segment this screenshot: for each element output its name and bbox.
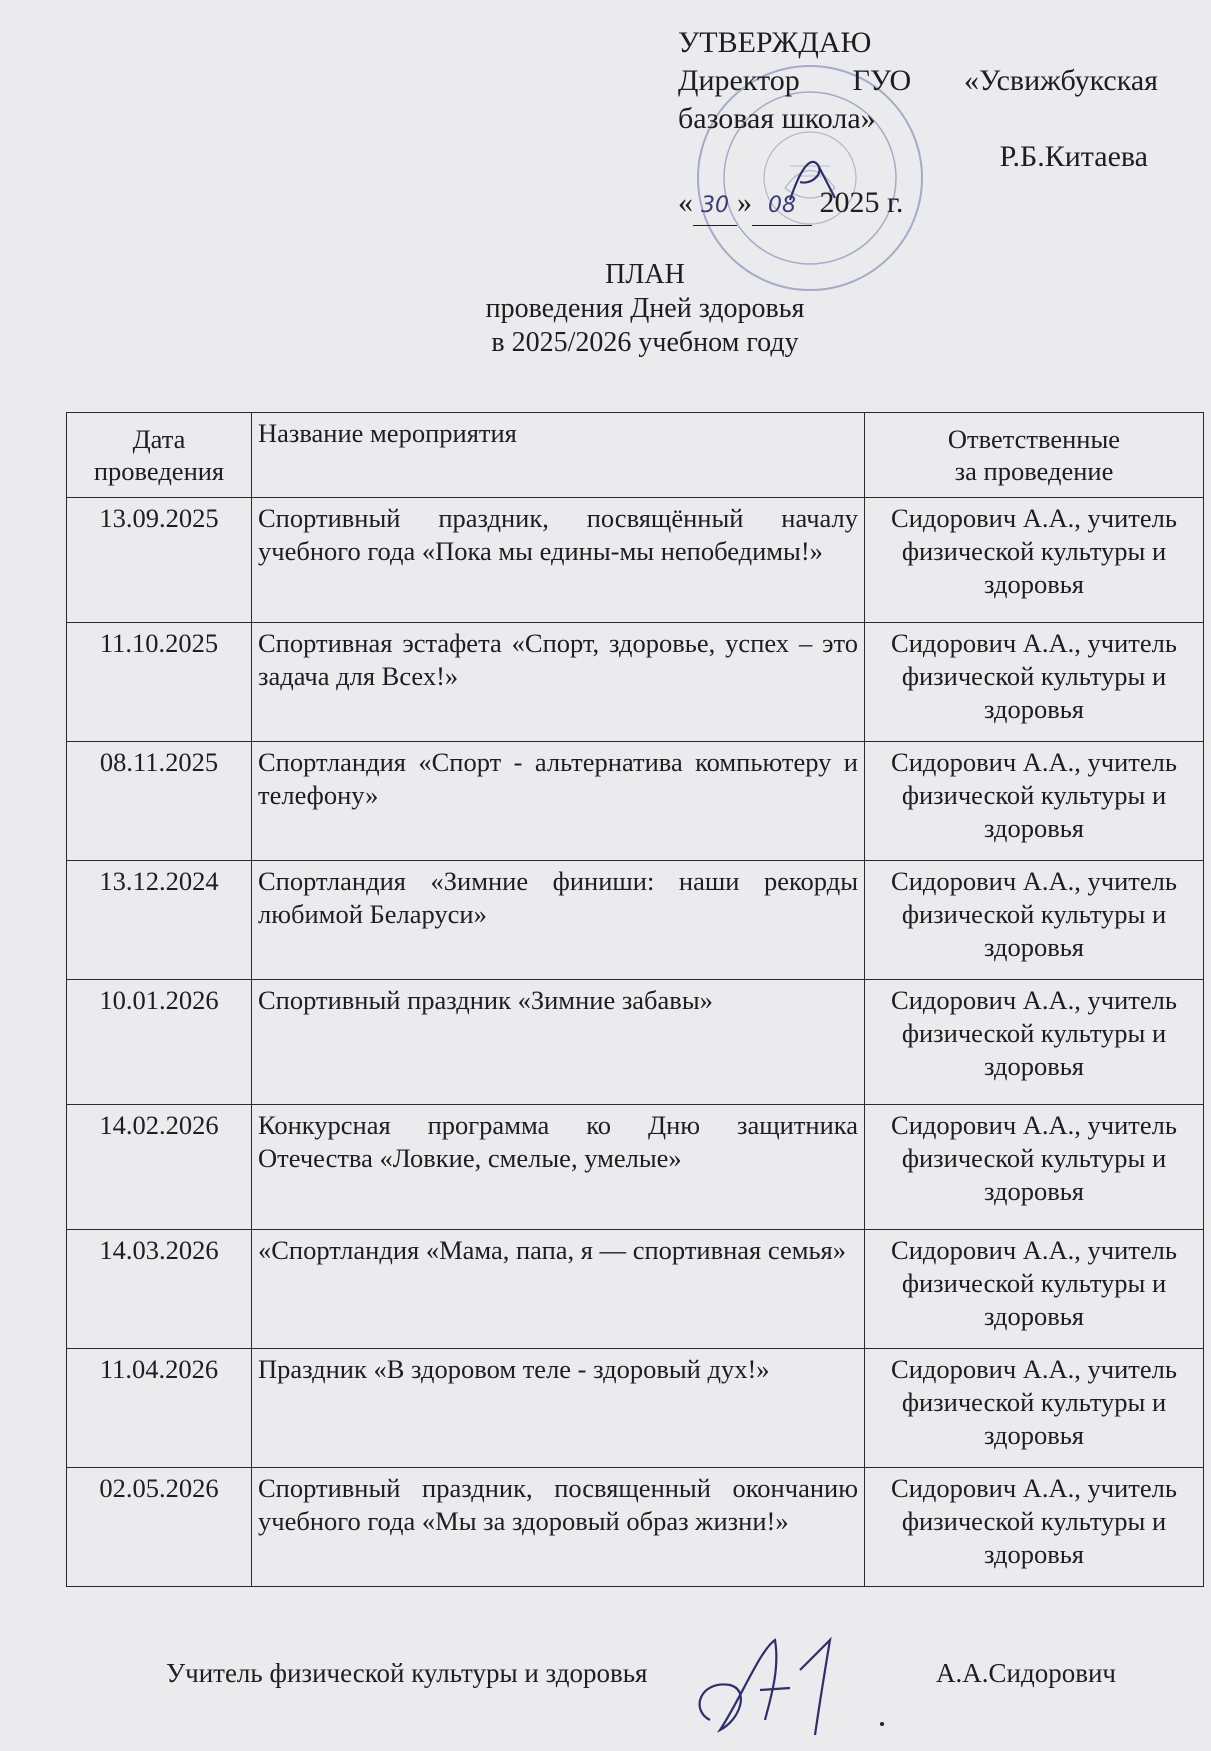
heading-subtitle: проведения Дней здоровья [485,293,805,324]
header-name: Название мероприятия [252,413,865,498]
document-heading [0,258,1211,360]
table-header-row [67,413,1204,498]
footer-name: А.А.Сидорович [936,1658,1116,1688]
cell-responsible: Сидорович А.А., учитель физической культуры и здоровья [865,742,1204,861]
cell-responsible: Сидорович А.А., учитель физической культуры и здоровья [865,1468,1204,1587]
cell-responsible: Сидорович А.А., учитель физической культуры и здоровья [865,623,1204,742]
approval-block [678,24,1158,226]
cell-date: 13.09.2025 [67,498,252,623]
cell-date: 02.05.2026 [67,1468,252,1587]
plan-table [66,412,1204,1587]
table-row [67,623,1204,742]
cell-event: Спортивный праздник «Зимние забавы» [252,980,865,1105]
table-row [67,1468,1204,1587]
director-name: Р.Б.Китаева [999,140,1148,173]
approval-month: 08 [752,187,812,226]
cell-date: 13.12.2024 [67,861,252,980]
header-date-line2: проведения [93,456,225,486]
approval-date [678,184,1158,226]
table-row [67,498,1204,623]
header-date-line1: Дата [132,424,186,454]
cell-date: 10.01.2026 [67,980,252,1105]
org-label: ГУО [852,64,912,97]
table-row [67,980,1204,1105]
cell-event: Спортландия «Спорт - альтернатива компьютеру и телефону» [252,742,865,861]
cell-date: 14.03.2026 [67,1230,252,1349]
quote-open: « [678,186,693,219]
header-responsible [865,413,1204,498]
cell-event: Спортландия «Зимние финиши: наши рекорды любимой Беларуси» [252,861,865,980]
footer-signature-line [166,1658,1116,1689]
cell-date: 08.11.2025 [67,742,252,861]
footer-position: Учитель физической культуры и здоровья [166,1658,648,1688]
quote-close: » [737,186,752,219]
header-date [67,413,252,498]
heading-title: ПЛАН [605,259,685,290]
table-row [67,1230,1204,1349]
cell-event: Спортивный праздник, посвященный окончанию учебного года «Мы за здоровый образ жизни!» [252,1468,865,1587]
cell-responsible: Сидорович А.А., учитель физической культуры и здоровья [865,861,1204,980]
footer-dot [880,1722,884,1726]
table-row [67,861,1204,980]
cell-responsible: Сидорович А.А., учитель физической культуры и здоровья [865,498,1204,623]
table-row [67,1349,1204,1468]
cell-responsible: Сидорович А.А., учитель физической культуры и здоровья [865,1349,1204,1468]
approval-day: 30 [693,187,737,226]
cell-responsible: Сидорович А.А., учитель физической культуры и здоровья [865,980,1204,1105]
table-row [67,742,1204,861]
header-resp-line1: Ответственные [947,424,1121,454]
school-name-line1: «Усвижбукская [963,64,1158,97]
teacher-signature [680,1610,880,1750]
cell-event: Конкурсная программа ко Дню защитника Отечества «Ловкие, смелые, умелые» [252,1105,865,1230]
cell-responsible: Сидорович А.А., учитель физической культуры и здоровья [865,1105,1204,1230]
cell-date: 11.10.2025 [67,623,252,742]
cell-responsible: Сидорович А.А., учитель физической культуры и здоровья [865,1230,1204,1349]
cell-date: 11.04.2026 [67,1349,252,1468]
cell-event: Спортивный праздник, посвящённый началу учебного года «Пока мы едины-мы непобедимы!» [252,498,865,623]
director-line [678,62,1158,100]
cell-event: «Спортландия «Мама, папа, я — спортивная семья» [252,1230,865,1349]
director-label: Директор [678,64,800,97]
heading-year: в 2025/2026 учебном году [491,327,799,358]
cell-event: Спортивная эстафета «Спорт, здоровье, успех – это задача для Всех!» [252,623,865,742]
approval-year: 2025 г. [819,186,904,219]
approval-title: УТВЕРЖДАЮ [678,26,872,59]
header-resp-line2: за проведение [954,456,1114,486]
director-signature [780,150,850,210]
cell-event: Праздник «В здоровом теле - здоровый дух!» [252,1349,865,1468]
cell-date: 14.02.2026 [67,1105,252,1230]
school-name-line2: базовая школа» [678,102,876,135]
table-row [67,1105,1204,1230]
